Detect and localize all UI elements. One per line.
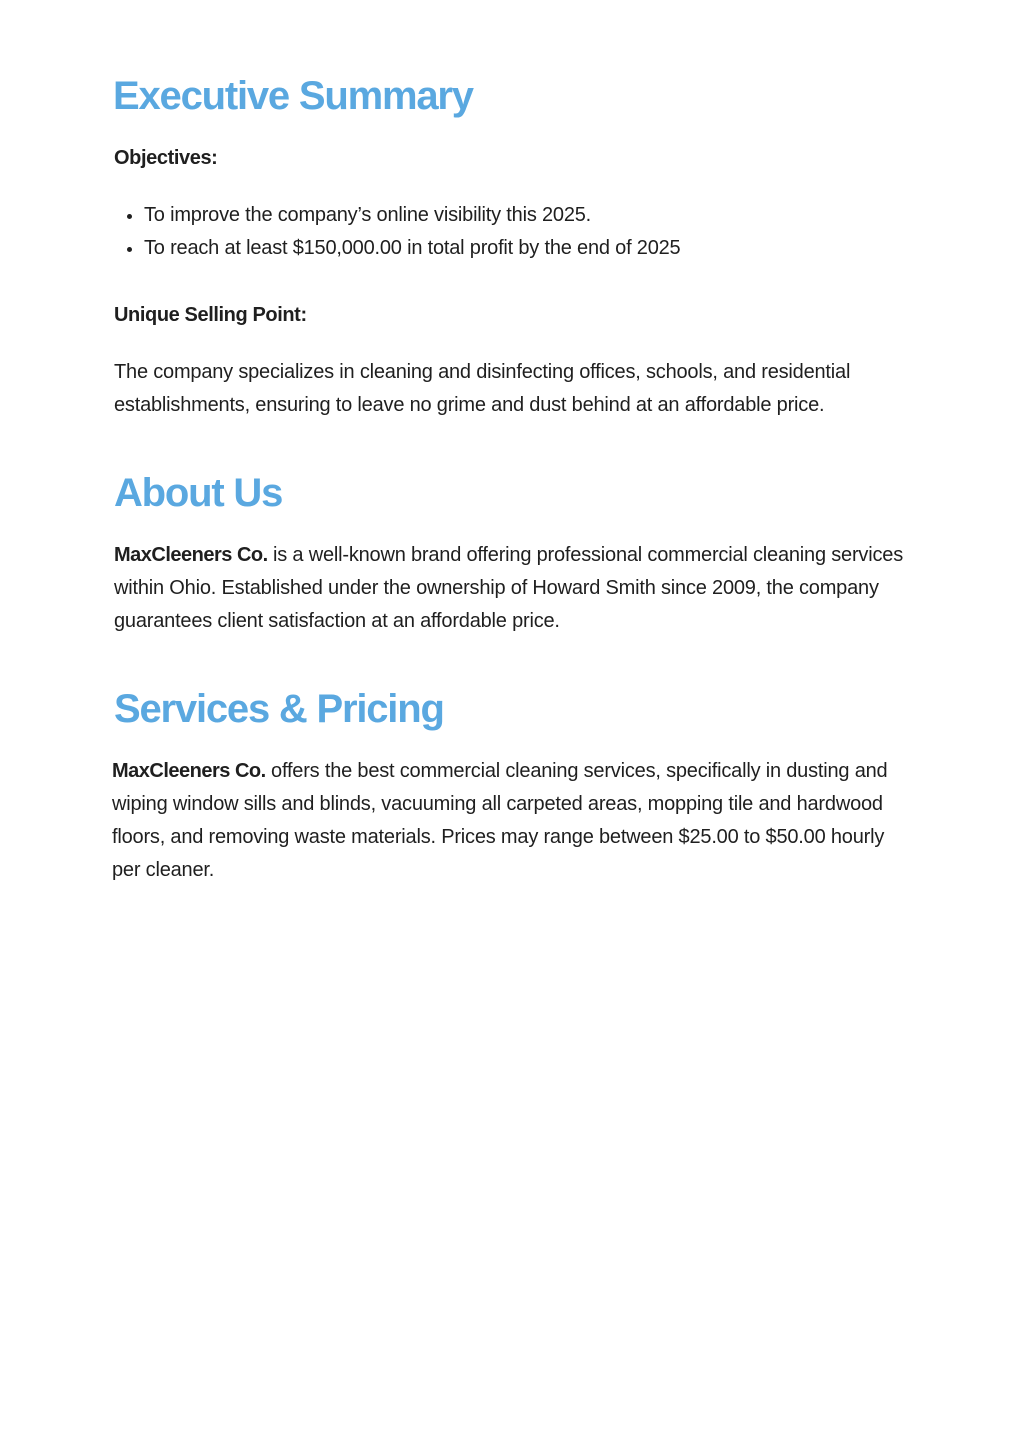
unique-selling-point-text: The company specializes in cleaning and disinfecting offices, schools, and residential establishments, ensuring to leave no grime and dust behind at an affordable price. [114, 361, 851, 416]
about-us-text [114, 539, 914, 638]
brand-name: MaxCleeners Co. [114, 544, 268, 566]
services-pricing-body: offers the best commercial cleaning services, specifically in dusting and wiping window sills and blinds, vacuuming all carpeted areas, mopping tile and hardwood floors, and removing waste materials. Prices may range between $25.00 to $50.00 hourly per cleaner. [112, 760, 888, 881]
services-pricing-text [112, 755, 902, 887]
executive-summary-heading: Executive Summary [113, 74, 473, 118]
brand-name: MaxCleeners Co. [112, 760, 266, 782]
objective-item: To improve the company’s online visibility this 2025. [144, 199, 680, 232]
services-pricing-heading: Services & Pricing [114, 687, 444, 731]
objective-item: To reach at least $150,000.00 in total profit by the end of 2025 [144, 232, 680, 265]
objectives-list [114, 199, 680, 265]
about-us-body: is a well-known brand offering professional commercial cleaning services within Ohio. Established under the ownership of Howard Smith since 2009, the company guarantees client satisfaction at an affordable price. [114, 544, 904, 632]
objectives-label: Objectives: [114, 147, 218, 169]
unique-selling-point-label: Unique Selling Point: [114, 304, 307, 326]
about-us-heading: About Us [114, 471, 283, 515]
